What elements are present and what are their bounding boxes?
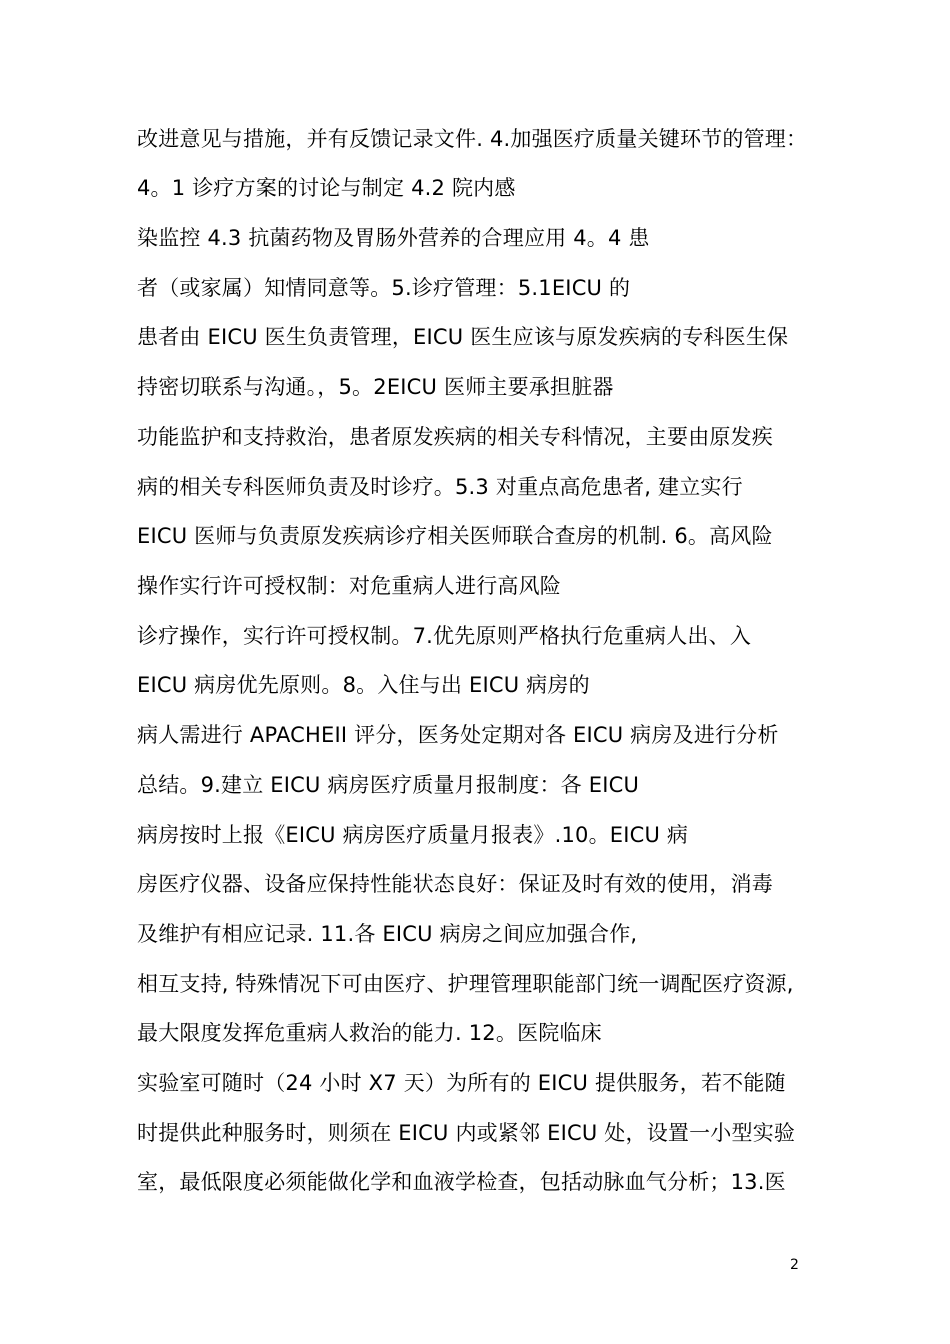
text-line: 病房按时上报《EICU 病房医疗质量月报表》.10。EICU 病 (137, 823, 689, 847)
text-line: 改进意见与措施，并有反馈记录文件. 4.加强医疗质量关键环节的管理： (137, 127, 808, 151)
text-line: EICU 病房优先原则。8。入住与出 EICU 病房的 (137, 673, 590, 697)
text-line: 诊疗操作，实行许可授权制。7.优先原则严格执行危重病人出、入 (137, 624, 752, 648)
text-line: 病人需进行 APACHEII 评分，医务处定期对各 EICU 病房及进行分析 (137, 723, 779, 747)
text-line: 持密切联系与沟通。，5。2EICU 医师主要承担脏器 (137, 375, 614, 399)
text-line: 患者由 EICU 医生负责管理，EICU 医生应该与原发疾病的专科医生保 (137, 325, 789, 349)
text-line: 4。1 诊疗方案的讨论与制定 4.2 院内感 (137, 176, 516, 200)
text-line: 相互支持, 特殊情况下可由医疗、护理管理职能部门统一调配医疗资源, (137, 972, 794, 996)
text-line: 实验室可随时（24 小时 X7 天）为所有的 EICU 提供服务，若不能随 (137, 1071, 786, 1095)
text-line: 染监控 4.3 抗菌药物及胃肠外营养的合理应用 4。4 患 (137, 226, 650, 250)
text-line: 时提供此种服务时，则须在 EICU 内或紧邻 EICU 处，设置一小型实验 (137, 1121, 796, 1145)
text-line: 最大限度发挥危重病人救治的能力. 12。医院临床 (137, 1021, 602, 1045)
text-line: 者（或家属）知情同意等。5.诊疗管理：5.1EICU 的 (137, 276, 631, 300)
text-line: 房医疗仪器、设备应保持性能状态良好：保证及时有效的使用，消毒 (137, 872, 773, 896)
text-line: 病的相关专科医师负责及时诊疗。5.3 对重点高危患者, 建立实行 (137, 475, 743, 499)
text-line: EICU 医师与负责原发疾病诊疗相关医师联合查房的机制. 6。高风险 (137, 524, 773, 548)
text-line: 及维护有相应记录. 11.各 EICU 病房之间应加强合作, (137, 922, 638, 946)
page-number: 2 (790, 1257, 799, 1273)
text-line: 功能监护和支持救治，患者原发疾病的相关专科情况，主要由原发疾 (137, 425, 773, 449)
text-line: 总结。9.建立 EICU 病房医疗质量月报制度：各 EICU (137, 773, 640, 797)
text-line: 室，最低限度必须能做化学和血液学检查，包括动脉血气分析；13.医 (137, 1170, 786, 1194)
text-line: 操作实行许可授权制：对危重病人进行高风险 (137, 574, 561, 598)
